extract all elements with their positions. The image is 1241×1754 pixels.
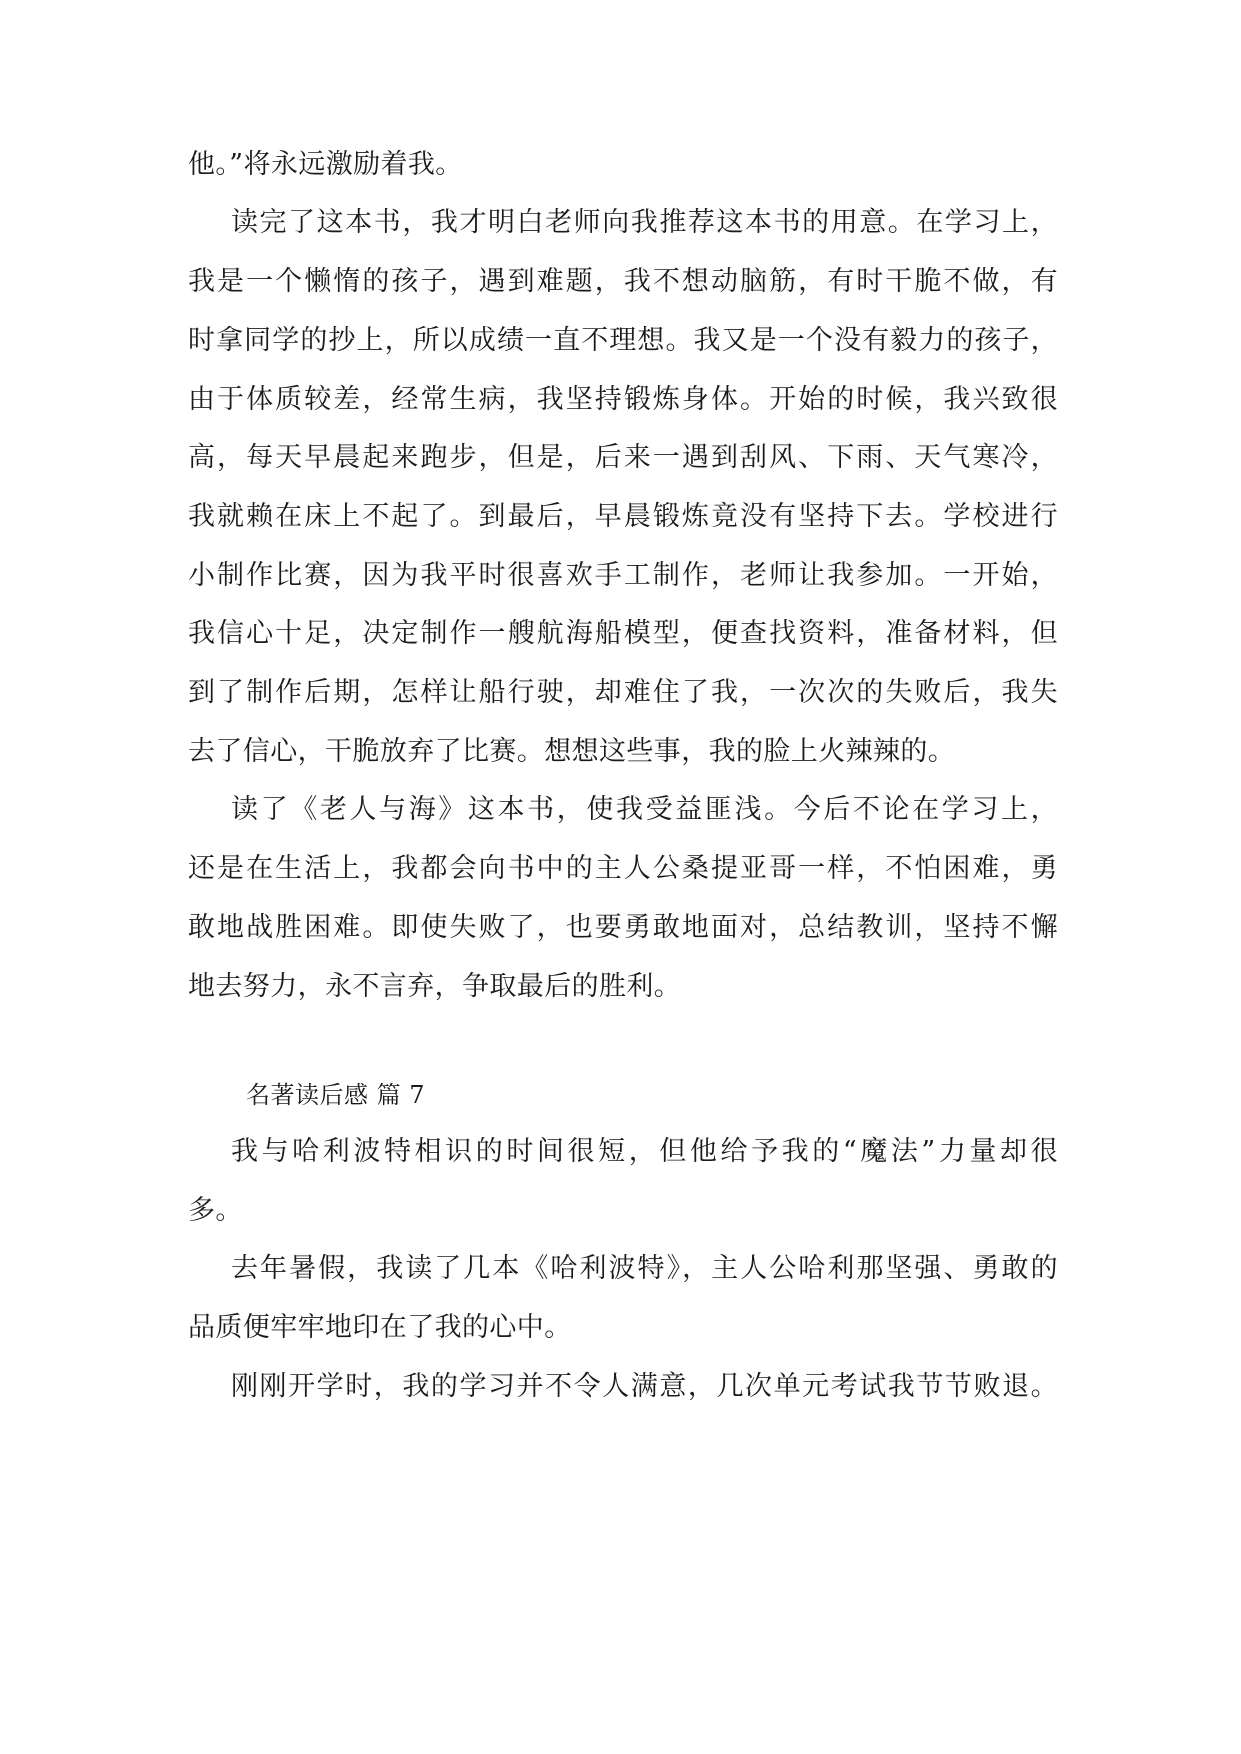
text-line: 还是在生活上，我都会向书中的主人公桑提亚哥一样，不怕困难，勇 [188, 853, 1058, 884]
text-line: 高，每天早晨起来跑步，但是，后来一遇到刮风、下雨、天气寒冷， [188, 442, 1058, 473]
text-line: 我信心十足，决定制作一艘航海船模型，便查找资料，准备材料，但 [188, 618, 1058, 649]
text-line: 由于体质较差，经常生病，我坚持锻炼身体。开始的时候，我兴致很 [188, 384, 1058, 415]
text-line: 品质便牢牢地印在了我的心中。 [188, 1312, 572, 1343]
text-line: 去年暑假，我读了几本《哈利波特》，主人公哈利那坚强、勇敢的 [231, 1253, 1058, 1284]
text-line: 刚刚开学时，我的学习并不令人满意，几次单元考试我节节败退。 [231, 1371, 1058, 1402]
text-line: 小制作比赛，因为我平时很喜欢手工制作，老师让我参加。一开始， [188, 560, 1058, 591]
text-line: 时拿同学的抄上，所以成绩一直不理想。我又是一个没有毅力的孩子， [188, 325, 1058, 356]
text-line: 去了信心，干脆放弃了比赛。想想这些事，我的脸上火辣辣的。 [188, 736, 956, 767]
text-line: 我就赖在床上不起了。到最后，早晨锻炼竟没有坚持下去。学校进行 [188, 501, 1058, 532]
text-line: 地去努力，永不言弃，争取最后的胜利。 [188, 971, 682, 1002]
text-line: 读完了这本书，我才明白老师向我推荐这本书的用意。在学习上， [231, 207, 1058, 238]
text-line: 我与哈利波特相识的时间很短，但他给予我的“魔法”力量却很 [231, 1136, 1058, 1167]
text-line: 多。 [188, 1195, 243, 1226]
text-line: 敢地战胜困难。即使失败了，也要勇敢地面对，总结教训，坚持不懈 [188, 912, 1058, 943]
text-line: 我是一个懒惰的孩子，遇到难题，我不想动脑筋，有时干脆不做，有 [188, 266, 1058, 297]
text-line: 他。”将永远激励着我。 [188, 149, 463, 180]
text-line: 读了《老人与海》这本书，使我受益匪浅。今后不论在学习上， [231, 794, 1058, 825]
text-line: 到了制作后期，怎样让船行驶，却难住了我，一次次的失败后，我失 [188, 677, 1058, 708]
section-heading: 名著读后感 篇 7 [246, 1081, 426, 1109]
